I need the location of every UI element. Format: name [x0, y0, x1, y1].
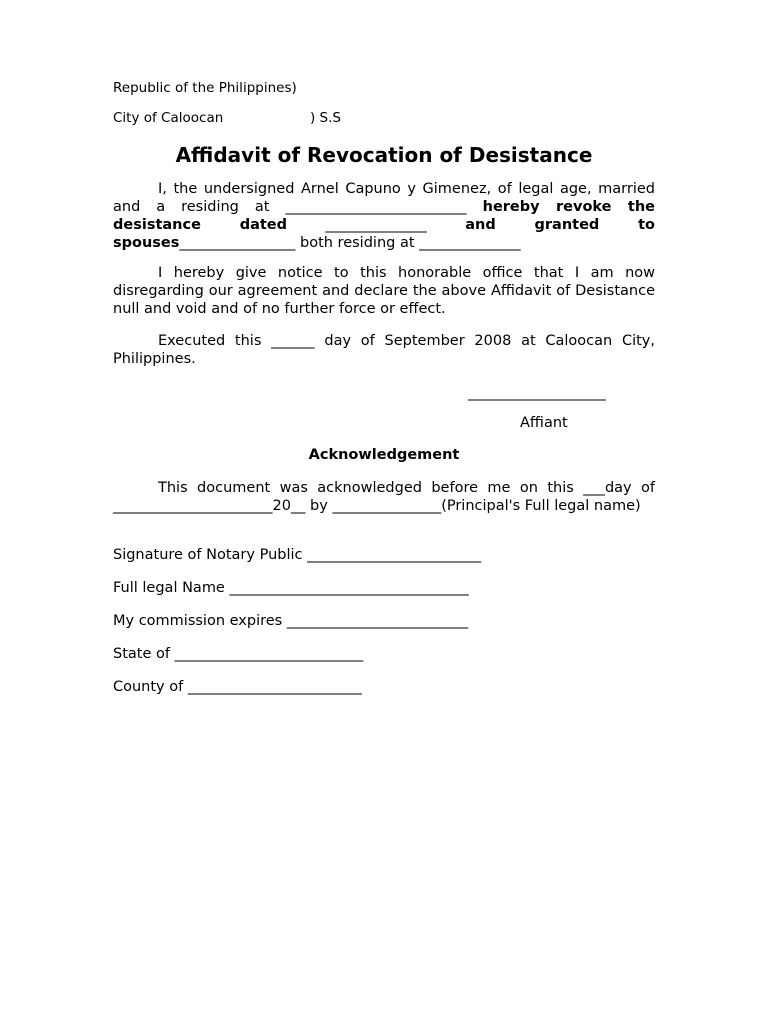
state-field: State of __________________________	[113, 646, 364, 662]
paragraph-1-text-a: I, the undersigned Arnel Capuno y Gimenez, of legal age, married and a residing at _________________________	[113, 181, 655, 215]
header-city: City of Caloocan	[113, 110, 224, 126]
affidavit-paragraph-2	[113, 264, 655, 318]
affiant-signature-line: ___________________	[468, 385, 606, 401]
county-field: County of ________________________	[113, 679, 362, 695]
affidavit-paragraph-1	[113, 180, 655, 252]
document-title: Affidavit of Revocation of Desistance	[175, 143, 593, 167]
acknowledgement-text: This document was acknowledged before me on this ___day of ______________________20__ by _______________(Principal's Full legal name)	[113, 480, 655, 514]
commission-expires-field: My commission expires _________________________	[113, 613, 469, 629]
header-ss: ) S.S	[310, 110, 341, 126]
acknowledgement-heading: Acknowledgement	[308, 447, 460, 463]
paragraph-1-bold-a: hereby revoke the desistance dated	[113, 199, 655, 233]
acknowledgement-paragraph	[113, 479, 655, 515]
header-republic: Republic of the Philippines)	[113, 80, 297, 96]
full-legal-name-field: Full legal Name _________________________________	[113, 580, 469, 596]
paragraph-1-text-c: ________________ both residing at ______________	[179, 235, 521, 251]
affiant-label: Affiant	[520, 415, 568, 431]
paragraph-1-bold-b: and granted to spouses	[113, 217, 656, 251]
affidavit-paragraph-3	[113, 332, 655, 368]
paragraph-2-text: I hereby give notice to this honorable office that I am now disregarding our agreement and declare the above Affidavit of Desistance null and void and of no further force or effect.	[113, 265, 655, 317]
paragraph-3-text: Executed this ______ day of September 2008 at Caloocan City, Philippines.	[113, 333, 655, 367]
notary-signature-field: Signature of Notary Public ________________________	[113, 547, 482, 563]
paragraph-1-text-b: ______________	[287, 217, 466, 233]
